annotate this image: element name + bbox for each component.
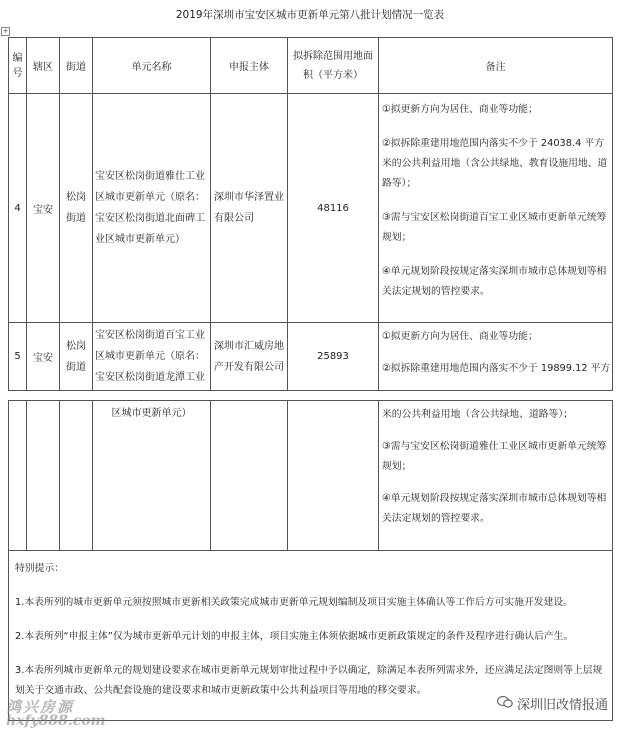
row-street	[60, 401, 93, 551]
row-no: 5	[9, 323, 27, 391]
remark-line: ③需与宝安区松岗街道百宝工业区城市更新单元统筹规划；	[382, 212, 607, 243]
row-street: 松岗街道	[60, 323, 93, 391]
row-applicant: 深圳市汇威房地产开发有限公司	[211, 323, 288, 391]
row-unit-name: 宝安区松岗街道雅仕工业区城市更新单元（原名：宝安区松岗街道北面碑工业区城市更新单元）	[93, 94, 211, 323]
header-district: 辖区	[27, 38, 60, 94]
remark-line: ④单元规划阶段按规定落实深圳市城市总体规划等相关法定规划的管控要求。	[382, 493, 607, 524]
header-no: 编号	[9, 38, 27, 94]
remark-line: 米的公共利益用地（含公共绿地、道路等）；	[382, 409, 574, 420]
header-remarks: 备注	[379, 38, 613, 94]
tip-item: 2.本表所列“申报主体”仅为城市更新单元计划的申报主体，项目实施主体须依据城市更新政策规定的条件及程序进行确认后产生。	[15, 631, 574, 642]
remark-line: ②拟拆除重建用地范围内落实不少于 24038.4 平方米的公共利益用地（含公共绿地、教育设施用地、道路等）；	[382, 138, 608, 189]
row-area	[288, 401, 379, 551]
row-no	[9, 401, 27, 551]
header-street: 街道	[60, 38, 93, 94]
wechat-icon	[497, 695, 513, 713]
tip-item: 3.本表所列城市更新单元的规划建设要求在城市更新单元规划审批过程中予以确定，除满足本表所列需求外，还应满足法定图则等上层规划关于交通市政、公共配套设施的建设要求和城市更新政策中公共利益项目等用地的移交要求。	[15, 665, 603, 696]
row-remarks	[379, 401, 613, 551]
watermark-right-label: 深圳旧改情报通	[516, 698, 608, 713]
remark-line: ③需与宝安区松岗街道雅仕工业区城市更新单元统筹规划；	[382, 441, 607, 472]
table-row	[9, 94, 613, 323]
header-area: 拟拆除范围用地面积（平方米）	[288, 38, 379, 94]
row-remarks	[379, 323, 613, 391]
row-district: 宝安	[27, 94, 60, 323]
row-applicant: 深圳市华泽置业有限公司	[211, 94, 288, 323]
tip-item: 1.本表所列的城市更新单元须按照城市更新相关政策完成城市更新单元规划编制及项目实施主体确认等工作后方可实施开发建设。	[15, 597, 573, 608]
remark-line: ④单元规划阶段按规定落实深圳市城市总体规划等相关法定规划的管控要求。	[382, 266, 607, 297]
watermark-left-line1: 鸿兴房源	[6, 698, 75, 716]
header-unit-name: 单元名称	[93, 38, 211, 94]
page-title: 2019年深圳市宝安区城市更新单元第八批计划情况一览表	[175, 9, 445, 21]
watermark-right	[497, 694, 608, 713]
remark-line: ②拟拆除重建用地范围内落实不少于 19899.12 平方	[382, 363, 611, 374]
row-remarks	[379, 94, 613, 323]
table-row-continued	[9, 401, 613, 551]
plan-table-part2	[8, 400, 613, 721]
row-unit-name: 区城市更新单元）	[93, 401, 211, 551]
remark-line: ①拟更新方向为居住、商业等功能；	[382, 104, 538, 115]
table-anchor-icon[interactable]: +	[2, 27, 9, 35]
row-no: 4	[9, 94, 27, 323]
row-district: 宝安	[27, 323, 60, 391]
plan-table-part1	[8, 37, 613, 391]
row-unit-name: 宝安区松岗街道百宝工业区城市更新单元（原名：宝安区松岗街道龙潭工业	[93, 323, 211, 391]
row-area: 48116	[288, 94, 379, 323]
tips-heading: 特别提示：	[15, 563, 64, 574]
row-area: 25893	[288, 323, 379, 391]
header-applicant: 申报主体	[211, 38, 288, 94]
watermark-left-line2: hxfy888.com	[6, 713, 106, 729]
remark-line: ①拟更新方向为居住、商业等功能；	[382, 331, 538, 342]
row-street: 松岗街道	[60, 94, 93, 323]
table-row	[9, 323, 613, 391]
row-applicant	[211, 401, 288, 551]
row-district	[27, 401, 60, 551]
watermark-left	[6, 700, 105, 728]
